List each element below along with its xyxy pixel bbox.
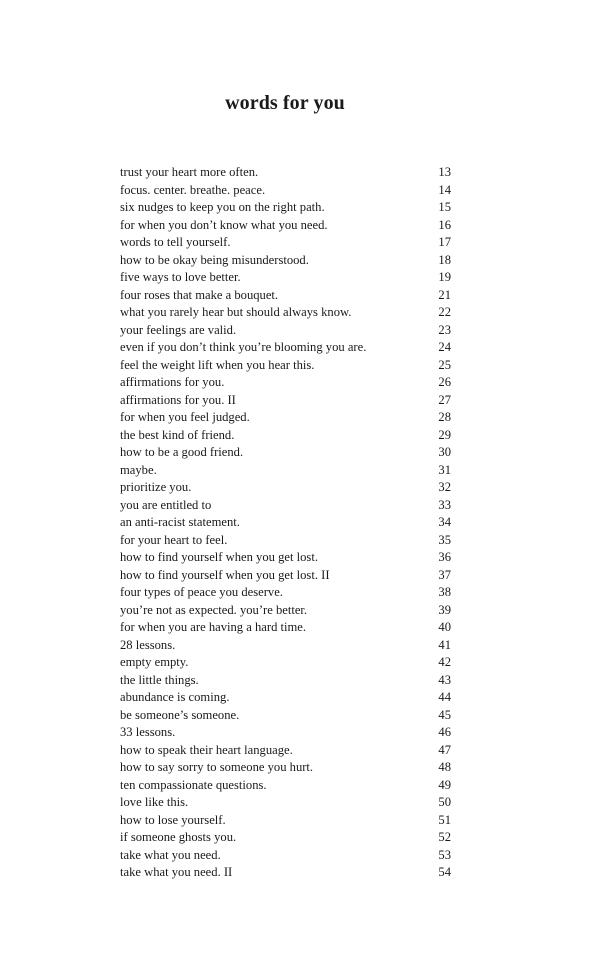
toc-entry: [120, 812, 451, 830]
toc-entry: [120, 777, 451, 795]
toc-entry-page-number: 40: [438, 620, 451, 634]
toc-entry-title: for your heart to feel.: [120, 532, 228, 547]
toc-entry: [120, 287, 451, 305]
toc-entry-page-number: 47: [438, 742, 451, 757]
toc-entry-page-number: 17: [438, 235, 451, 249]
toc-entry: [120, 182, 451, 200]
toc-entry: [120, 357, 451, 375]
toc-entry: [120, 374, 451, 392]
toc-entry-title: how to say sorry to someone you hurt.: [120, 760, 314, 774]
toc-entry-page-number: 30: [438, 445, 451, 459]
toc-entry-title: empty empty.: [120, 655, 189, 669]
toc-entry: [120, 479, 451, 497]
toc-entry-title: for when you feel judged.: [120, 410, 250, 424]
toc-entry-title: ten compassionate questions.: [120, 777, 267, 792]
toc-entry-page-number: 33: [438, 497, 451, 512]
toc-entry: [120, 514, 451, 532]
toc-entry-page-number: 29: [438, 427, 451, 442]
toc-entry: [120, 164, 451, 182]
toc-entry-page-number: 31: [438, 462, 451, 477]
toc-entry: [120, 742, 451, 760]
toc-entry-page-number: 32: [438, 480, 451, 494]
toc-entry-title: if someone ghosts you.: [120, 830, 237, 844]
toc-entry: [120, 392, 451, 410]
toc-entry: [120, 269, 451, 287]
toc-entry: [120, 252, 451, 270]
toc-entry-title: for when you are having a hard time.: [120, 620, 307, 634]
toc-entry-title: 28 lessons.: [120, 637, 176, 652]
toc-entry-title: how to be a good friend.: [120, 445, 244, 459]
toc-entry: [120, 602, 451, 620]
toc-entry: [120, 549, 451, 567]
toc-entry: [120, 637, 451, 655]
toc-entry: [120, 339, 451, 357]
toc-entry-page-number: 22: [438, 305, 451, 319]
toc-entry-page-number: 49: [438, 777, 451, 792]
toc-entry-page-number: 50: [438, 795, 451, 809]
toc-entry: [120, 409, 451, 427]
toc-entry-page-number: 46: [438, 725, 451, 739]
toc-entry-page-number: 36: [438, 550, 451, 564]
toc-entry: [120, 532, 451, 550]
toc-entry-page-number: 53: [438, 847, 451, 862]
toc-entry-page-number: 18: [438, 252, 451, 267]
toc-entry-page-number: 21: [438, 287, 451, 302]
toc-entry-title: the little things.: [120, 672, 199, 687]
toc-entry-title: four roses that make a bouquet.: [120, 287, 279, 302]
toc-entry-title: how to find yourself when you get lost. II: [120, 567, 330, 582]
toc-entry-page-number: 15: [438, 200, 451, 214]
toc-entry: [120, 304, 451, 322]
toc-entry-title: four types of peace you deserve.: [120, 585, 283, 599]
toc-entry-title: take what you need. II: [120, 865, 233, 879]
toc-entry-title: words to tell yourself.: [120, 235, 231, 249]
toc-entry-page-number: 27: [438, 392, 451, 407]
toc-entry-title: prioritize you.: [120, 480, 192, 494]
toc-entry-title: an anti-racist statement.: [120, 515, 240, 529]
toc-entry-title: how to speak their heart language.: [120, 742, 293, 757]
toc-entry-title: take what you need.: [120, 847, 221, 862]
toc-entry: [120, 689, 451, 707]
toc-entry-title: maybe.: [120, 462, 157, 477]
toc-entry-title: what you rarely hear but should always know.: [120, 305, 352, 319]
page-title: words for you: [225, 92, 345, 114]
toc-entry-page-number: 42: [438, 655, 451, 669]
table-of-contents: [120, 164, 451, 882]
toc-entry: [120, 217, 451, 235]
toc-entry: [120, 584, 451, 602]
toc-entry: [120, 672, 451, 690]
toc-entry: [120, 322, 451, 340]
toc-entry-page-number: 48: [438, 760, 451, 774]
toc-entry-title: even if you don’t think you’re blooming you are.: [120, 340, 367, 354]
toc-entry-page-number: 25: [438, 357, 451, 372]
toc-entry-page-number: 13: [438, 165, 451, 179]
toc-entry-page-number: 52: [438, 830, 451, 844]
toc-entry: [120, 497, 451, 515]
toc-entry-page-number: 24: [438, 340, 451, 354]
toc-entry-title: for when you don’t know what you need.: [120, 217, 328, 232]
toc-entry-title: you are entitled to: [120, 497, 212, 512]
toc-entry: [120, 847, 451, 865]
toc-entry-page-number: 35: [438, 532, 451, 547]
toc-entry-title: how to be okay being misunderstood.: [120, 252, 309, 267]
toc-entry: [120, 864, 451, 882]
toc-entry-page-number: 28: [438, 410, 451, 424]
toc-entry: [120, 234, 451, 252]
toc-entry-page-number: 51: [438, 812, 451, 827]
toc-entry-title: five ways to love better.: [120, 270, 241, 284]
toc-entry-page-number: 14: [438, 182, 451, 197]
toc-entry-page-number: 39: [438, 602, 451, 617]
toc-entry-title: focus. center. breathe. peace.: [120, 182, 266, 197]
toc-entry-title: love like this.: [120, 795, 189, 809]
toc-entry-page-number: 45: [438, 707, 451, 722]
toc-entry: [120, 444, 451, 462]
toc-entry-page-number: 19: [438, 270, 451, 284]
toc-entry-title: feel the weight lift when you hear this.: [120, 357, 315, 372]
toc-entry: [120, 619, 451, 637]
toc-entry: [120, 462, 451, 480]
toc-entry-title: how to lose yourself.: [120, 812, 226, 827]
toc-entry-title: six nudges to keep you on the right path.: [120, 200, 325, 214]
toc-entry-page-number: 23: [438, 322, 451, 337]
toc-entry-title: affirmations for you. II: [120, 392, 236, 407]
toc-entry-page-number: 26: [438, 375, 451, 389]
toc-entry-title: trust your heart more often.: [120, 165, 259, 179]
toc-entry-title: be someone’s someone.: [120, 707, 240, 722]
toc-entry: [120, 707, 451, 725]
toc-entry: [120, 829, 451, 847]
toc-entry: [120, 567, 451, 585]
toc-entry-title: how to find yourself when you get lost.: [120, 550, 318, 564]
toc-entry: [120, 724, 451, 742]
toc-entry-title: affirmations for you.: [120, 375, 225, 389]
toc-entry-page-number: 43: [438, 672, 451, 687]
toc-entry-title: your feelings are valid.: [120, 322, 237, 337]
toc-entry: [120, 427, 451, 445]
toc-entry-title: 33 lessons.: [120, 725, 176, 739]
toc-entry-page-number: 34: [438, 515, 451, 529]
toc-entry: [120, 794, 451, 812]
toc-entry-page-number: 16: [438, 217, 451, 232]
toc-entry: [120, 759, 451, 777]
toc-entry-page-number: 38: [438, 585, 451, 599]
toc-entry-page-number: 54: [438, 865, 451, 879]
toc-entry-title: abundance is coming.: [120, 690, 230, 704]
toc-entry-page-number: 37: [438, 567, 451, 582]
toc-entry-page-number: 41: [438, 637, 451, 652]
toc-entry: [120, 199, 451, 217]
toc-entry-title: you’re not as expected. you’re better.: [120, 602, 308, 617]
toc-entry: [120, 654, 451, 672]
toc-entry-page-number: 44: [438, 690, 451, 704]
toc-entry-title: the best kind of friend.: [120, 427, 235, 442]
